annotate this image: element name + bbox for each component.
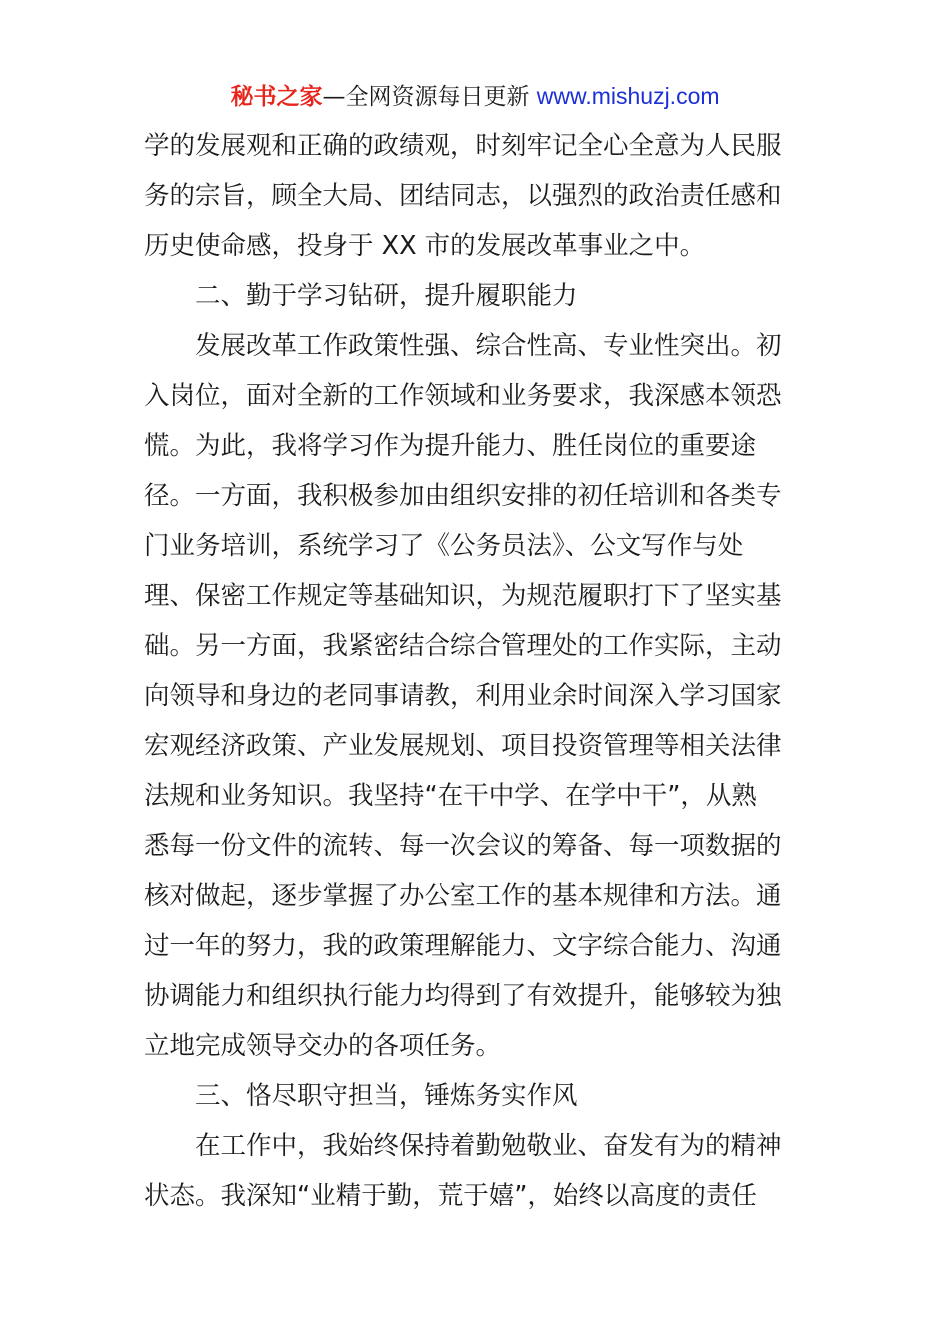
text-line: 理、保密工作规定等基础知识，为规范履职打下了坚实基 (144, 581, 782, 611)
text-line: 发展改革工作政策性强、综合性高、专业性突出。初 (195, 331, 782, 361)
text-line: 历史使命感，投身于 XX 市的发展改革事业之中。 (144, 231, 706, 261)
header-brand: 秘书之家 (230, 84, 323, 110)
text-line: 门业务培训，系统学习了《公务员法》、公文写作与处 (144, 531, 744, 561)
document-body (144, 121, 814, 1221)
text-line: 协调能力和组织执行能力均得到了有效提升，能够较为独 (144, 981, 782, 1011)
text-line: 状态。我深知“业精于勤，荒于嬉”，始终以高度的责任 (144, 1181, 757, 1211)
text-line: 过一年的努力，我的政策理解能力、文字综合能力、沟通 (144, 931, 782, 961)
header-slogan: —全网资源每日更新 (322, 84, 537, 110)
section-heading-2: 二、勤于学习钻研，提升履职能力 (195, 281, 578, 311)
text-line: 慌。为此，我将学习作为提升能力、胜任岗位的重要途 (144, 431, 757, 461)
header-url-link[interactable]: www.mishuzj.com (536, 83, 720, 109)
text-line: 宏观经济政策、产业发展规划、项目投资管理等相关法律 (144, 731, 782, 761)
text-line: 在工作中，我始终保持着勤勉敬业、奋发有为的精神 (195, 1131, 782, 1161)
text-line: 悉每一份文件的流转、每一次会议的筹备、每一项数据的 (144, 831, 782, 861)
text-line: 学的发展观和正确的政绩观，时刻牢记全心全意为人民服 (144, 131, 782, 161)
paragraph-work-style (144, 1121, 814, 1221)
paragraph-study (144, 321, 814, 1071)
site-header (0, 78, 950, 115)
paragraph-continued (144, 121, 814, 271)
text-line: 法规和业务知识。我坚持“在干中学、在学中干”，从熟 (144, 781, 757, 811)
text-line: 径。一方面，我积极参加由组织安排的初任培训和各类专 (144, 481, 782, 511)
text-line: 核对做起，逐步掌握了办公室工作的基本规律和方法。通 (144, 881, 782, 911)
text-line: 础。另一方面，我紧密结合综合管理处的工作实际，主动 (144, 631, 782, 661)
text-line: 务的宗旨，顾全大局、团结同志，以强烈的政治责任感和 (144, 181, 782, 211)
section-heading-3: 三、恪尽职守担当，锤炼务实作风 (195, 1081, 578, 1111)
text-line: 入岗位，面对全新的工作领域和业务要求，我深感本领恐 (144, 381, 782, 411)
text-line: 立地完成领导交办的各项任务。 (144, 1031, 502, 1061)
text-line: 向领导和身边的老同事请教，利用业余时间深入学习国家 (144, 681, 782, 711)
